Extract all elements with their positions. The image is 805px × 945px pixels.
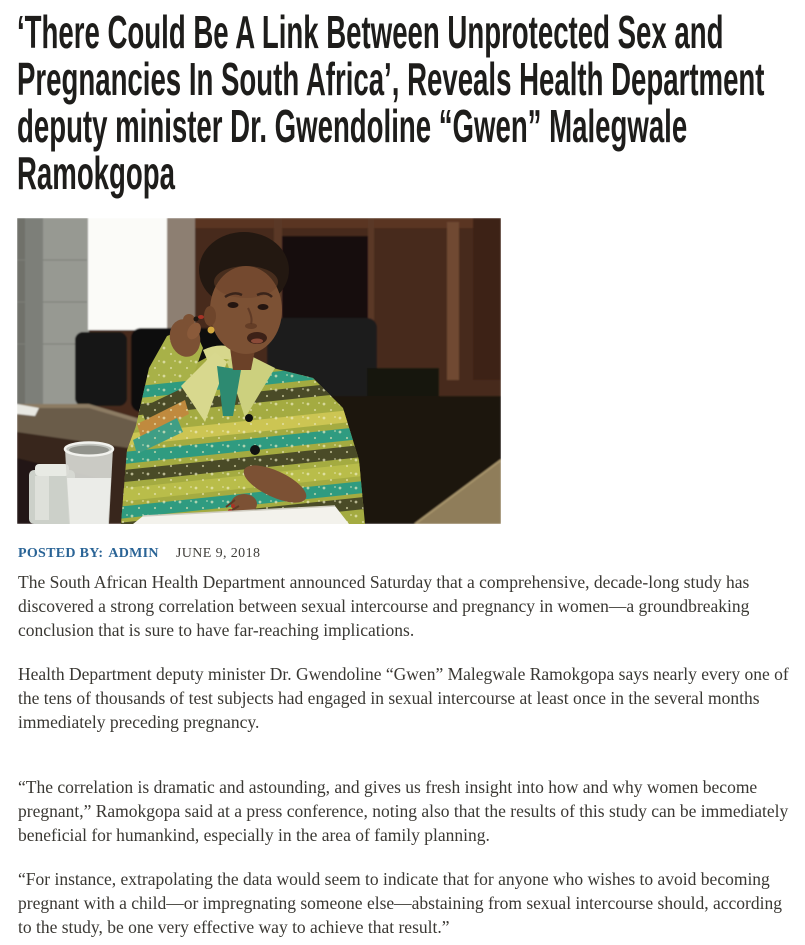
article-photo [17, 218, 501, 524]
paragraph-3: “The correlation is dramatic and astounding, and gives us fresh insight into how and why women become pregnant,” Ramokgopa said at a press conference, noting also that the results of this study can be immediately beneficial for humankind, especially in the area of family planning. [18, 777, 789, 845]
post-date: JUNE 9, 2018 [175, 546, 261, 561]
article-body [0, 570, 805, 939]
paragraph-1: The South African Health Department announced Saturday that a comprehensive, decade-long study has discovered a strong correlation between sexual intercourse and pregnancy in women—a groundbreaking conclusion that is sure to have far-reaching implications. [18, 572, 750, 640]
paragraph-2: Health Department deputy minister Dr. Gwendoline “Gwen” Malegwale Ramokgopa says nearly every one of the tens of thousands of test subjects had engaged in sexual intercourse at least once in the several months immediately preceding pregnancy. [18, 664, 789, 732]
paragraph-4: “For instance, extrapolating the data would seem to indicate that for anyone who wishes to avoid becoming pregnant with a child—or impregnating someone else—abstaining from sexual intercourse should, according to the study, be one very effective way to achieve that result.” [18, 869, 782, 937]
article-title: ‘There Could Be A Link Between Unprotected Sex and Pregnancies In South Africa’, Reveals Health Department deputy minister Dr. Gwendoline “Gwen” Malegwale Ramokgopa [17, 6, 765, 199]
article [0, 6, 805, 939]
post-meta [18, 546, 789, 562]
author-link[interactable]: ADMIN [108, 546, 159, 561]
posted-by-label: POSTED BY: [18, 546, 104, 561]
photo-illustration [17, 218, 501, 524]
